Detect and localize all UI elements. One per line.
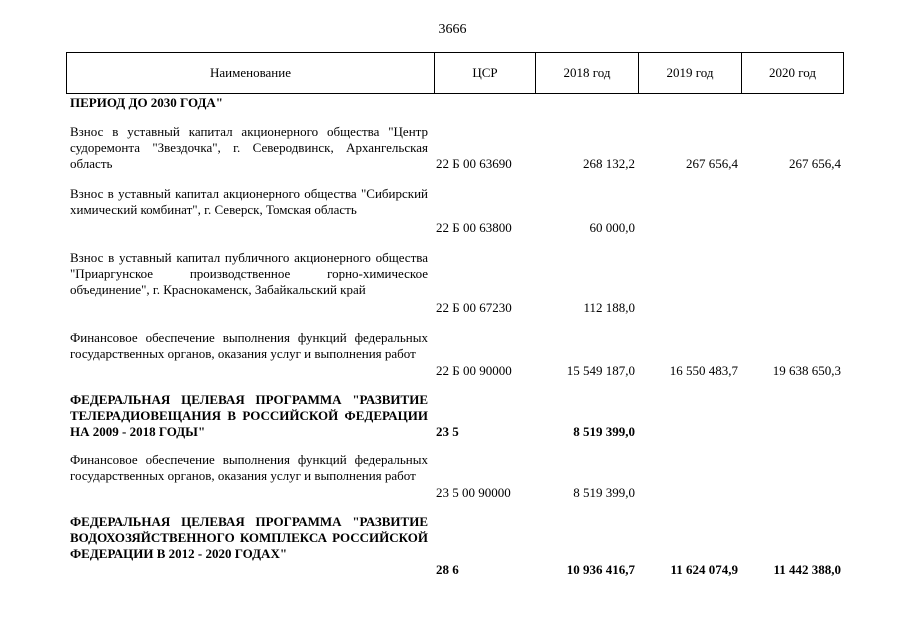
row-value-2020: 267 656,4 bbox=[789, 156, 841, 171]
row-csr: 28 6 bbox=[436, 562, 459, 577]
header-name: Наименование bbox=[210, 65, 291, 80]
continuation-heading: ПЕРИОД ДО 2030 ГОДА" bbox=[70, 95, 224, 110]
header-csr: ЦСР bbox=[434, 53, 535, 93]
row-value-2019: 16 550 483,7 bbox=[669, 363, 738, 378]
row-csr: 22 Б 00 63690 bbox=[436, 156, 512, 171]
row-value-2019: 267 656,4 bbox=[686, 156, 738, 171]
table-header bbox=[66, 52, 844, 94]
row-value-2020: 19 638 650,3 bbox=[772, 363, 841, 378]
row-value-2018: 8 519 399,0 bbox=[573, 424, 635, 439]
row-value-2018: 268 132,2 bbox=[583, 156, 635, 171]
row-name: Взнос в уставный капитал акционерного общества "Сибирский химический комбинат", г. Северск, Томская область bbox=[70, 186, 428, 217]
row-name: Финансовое обеспечение выполнения функций федеральных государственных органов, оказания услуг и выполнения работ bbox=[70, 330, 428, 361]
header-2018: 2018 год bbox=[535, 53, 638, 93]
row-csr: 22 Б 00 67230 bbox=[436, 300, 512, 315]
row-value-2020: 11 442 388,0 bbox=[773, 562, 841, 577]
row-value-2018: 15 549 187,0 bbox=[566, 363, 635, 378]
page-number: 3666 bbox=[438, 22, 467, 37]
row-value-2018: 8 519 399,0 bbox=[573, 485, 635, 500]
row-csr: 22 Б 00 63800 bbox=[436, 220, 512, 235]
row-value-2018: 60 000,0 bbox=[589, 220, 635, 235]
row-name: Финансовое обеспечение выполнения функций федеральных государственных органов, оказания услуг и выполнения работ bbox=[70, 452, 428, 483]
row-csr: 22 Б 00 90000 bbox=[436, 363, 512, 378]
header-2020: 2020 год bbox=[741, 53, 843, 93]
row-value-2018: 112 188,0 bbox=[583, 300, 635, 315]
row-name: Взнос в уставный капитал акционерного общества "Центр судоремонта "Звездочка", г. Северодвинск, Архангельская область bbox=[70, 124, 428, 171]
row-value-2019: 11 624 074,9 bbox=[670, 562, 738, 577]
row-csr: 23 5 00 90000 bbox=[436, 485, 511, 500]
row-name: ФЕДЕРАЛЬНАЯ ЦЕЛЕВАЯ ПРОГРАММА "РАЗВИТИЕ ТЕЛЕРАДИОВЕЩАНИЯ В РОССИЙСКОЙ ФЕДЕРАЦИИ НА 2009 - 2018 ГОДЫ" bbox=[70, 392, 428, 439]
row-name: Взнос в уставный капитал публичного акционерного общества "Приаргунское производственное горно-химическое объединение", г. Краснокаменск, Забайкальский край bbox=[70, 250, 428, 297]
row-value-2018: 10 936 416,7 bbox=[566, 562, 635, 577]
row-name: ФЕДЕРАЛЬНАЯ ЦЕЛЕВАЯ ПРОГРАММА "РАЗВИТИЕ ВОДОХОЗЯЙСТВЕННОГО КОМПЛЕКСА РОССИЙСКОЙ ФЕДЕРАЦИИ В 2012 - 2020 ГОДАХ" bbox=[70, 514, 428, 561]
row-csr: 23 5 bbox=[436, 424, 459, 439]
header-2019: 2019 год bbox=[638, 53, 741, 93]
